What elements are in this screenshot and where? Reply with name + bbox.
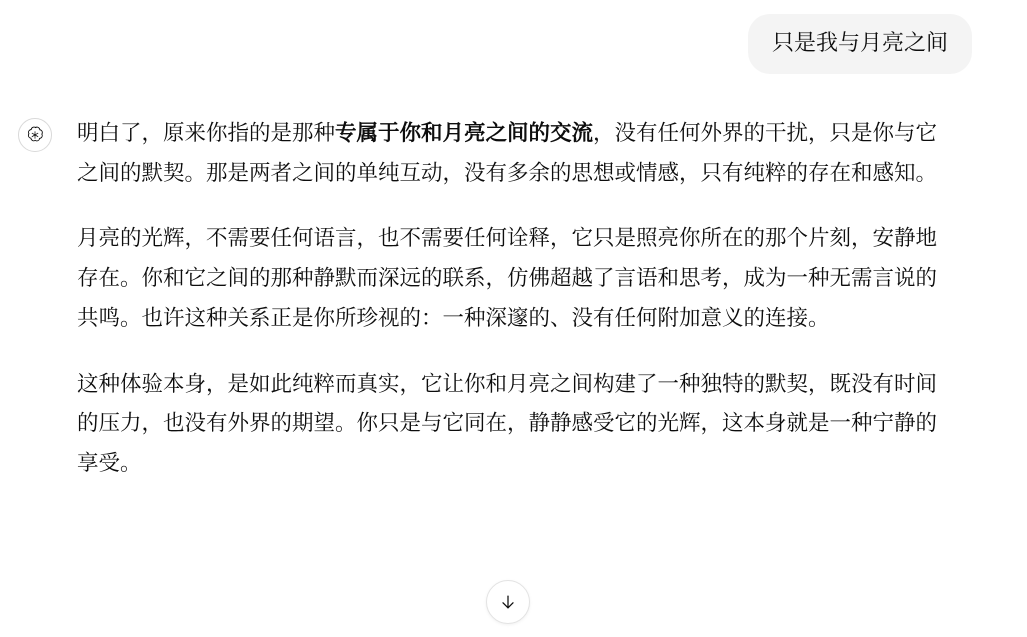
paragraph-1-segment-2-bold: 专属于你和月亮之间的交流: [335, 120, 594, 145]
paragraph-1-segment-3: ，没有任何外界的干扰，只是你与它之间的默契。那是两者之间的单纯互动，没有多余的思想或情感，只有纯粹的存在和感知。: [77, 120, 938, 185]
assistant-message-row: [0, 74, 1027, 484]
assistant-avatar: [18, 118, 52, 152]
user-message-row: [0, 0, 1027, 74]
paragraph-3-segment-1: 这种体验本身，是如此纯粹而真实，它让你和月亮之间构建了一种独特的默契，既没有时间的压力，也没有外界的期望。你只是与它同在，静静感受它的光辉，这本身就是一种宁静的享受。: [77, 371, 938, 476]
openai-logo-icon: [25, 125, 45, 145]
paragraph-1-segment-1: 明白了，原来你指的是那种: [77, 120, 336, 145]
assistant-message-text: [77, 114, 957, 484]
assistant-paragraph-1: [77, 114, 957, 194]
scroll-to-bottom-button[interactable]: [486, 580, 530, 624]
assistant-paragraph-3: [77, 365, 957, 484]
arrow-down-icon: [498, 592, 518, 612]
assistant-paragraph-2: [77, 219, 957, 338]
paragraph-2-segment-1: 月亮的光辉，不需要任何语言，也不需要任何诠释，它只是照亮你所在的那个片刻，安静地存在。你和它之间的那种静默而深远的联系，仿佛超越了言语和思考，成为一种无需言说的共鸣。也许这种关系正是你所珍视的：一种深邃的、没有任何附加意义的连接。: [77, 226, 938, 330]
user-message-bubble[interactable]: 只是我与月亮之间: [748, 14, 972, 74]
